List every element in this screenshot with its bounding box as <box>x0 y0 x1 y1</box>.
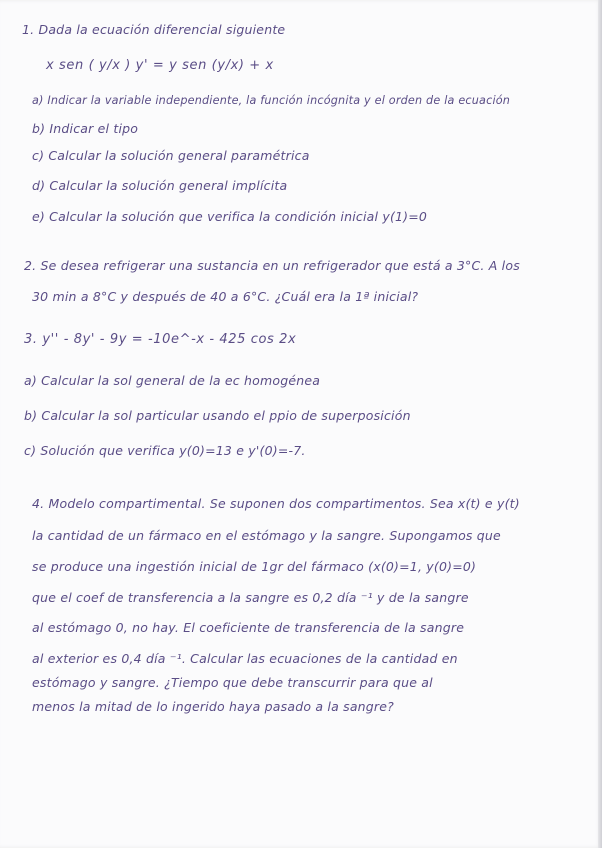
problem-4-line-6: al exterior es 0,4 día ⁻¹. Calcular las ecuaciones de la cantidad en <box>32 651 458 666</box>
problem-1-item-b: b) Indicar el tipo <box>32 121 139 136</box>
problem-1-title: 1. Dada la ecuación diferencial siguiente <box>22 22 286 37</box>
problem-4-line-1: 4. Modelo compartimental. Se suponen dos compartimentos. Sea x(t) e y(t) <box>32 496 520 511</box>
problem-1-item-c: c) Calcular la solución general paramétrica <box>32 148 310 163</box>
problem-3-equation: 3. y'' - 8y' - 9y = -10e^-x - 425 cos 2x <box>24 332 297 347</box>
problem-1-item-a: a) Indicar la variable independiente, la función incógnita y el orden de la ecuación <box>32 94 511 107</box>
problem-3-item-a: a) Calcular la sol general de la ec homogénea <box>24 373 321 388</box>
problem-1-item-d: d) Calcular la solución general implícita <box>32 178 288 193</box>
problem-4-line-5: al estómago 0, no hay. El coeficiente de transferencia de la sangre <box>32 620 465 635</box>
page-edge <box>598 0 602 848</box>
problem-2-line-1: 2. Se desea refrigerar una sustancia en un refrigerador que está a 3°C. A los <box>24 258 520 273</box>
problem-2-line-2: 30 min a 8°C y después de 40 a 6°C. ¿Cuál era la 1ª inicial? <box>32 289 419 304</box>
problem-4-line-8: menos la mitad de lo ingerido haya pasado a la sangre? <box>32 699 394 714</box>
problem-3-item-b: b) Calcular la sol particular usando el ppio de superposición <box>24 408 411 423</box>
problem-4-line-7: estómago y sangre. ¿Tiempo que debe transcurrir para que al <box>32 675 433 690</box>
problem-4-line-3: se produce una ingestión inicial de 1gr del fármaco (x(0)=1, y(0)=0) <box>32 559 477 574</box>
problem-4-line-4: que el coef de transferencia a la sangre es 0,2 día ⁻¹ y de la sangre <box>32 590 469 605</box>
problem-1-equation: x sen ( y/x ) y' = y sen (y/x) + x <box>46 58 274 73</box>
problem-4-line-2: la cantidad de un fármaco en el estómago y la sangre. Supongamos que <box>32 528 501 543</box>
problem-1-item-e: e) Calcular la solución que verifica la condición inicial y(1)=0 <box>32 209 428 224</box>
problem-3-item-c: c) Solución que verifica y(0)=13 e y'(0)=-7. <box>24 443 306 458</box>
